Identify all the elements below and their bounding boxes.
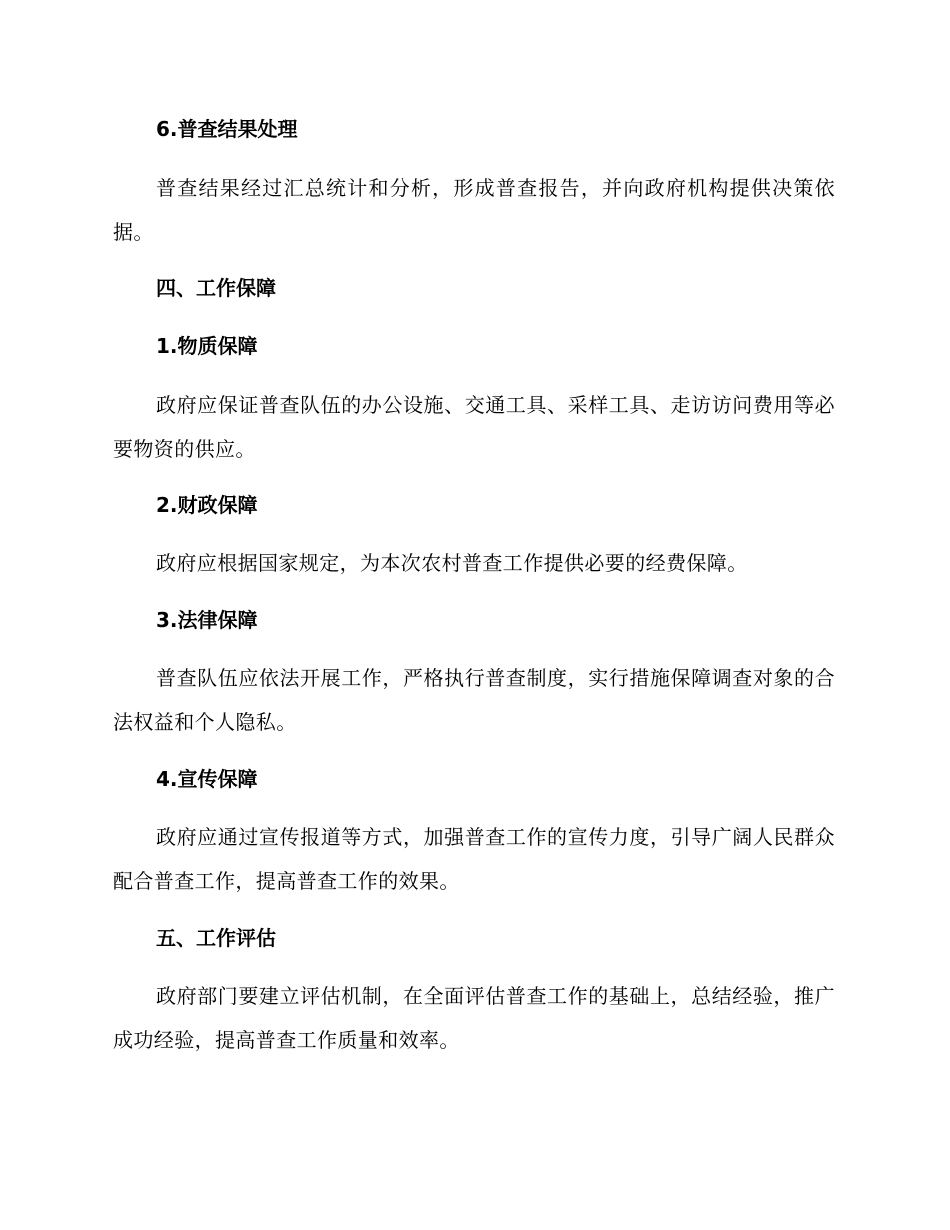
section-heading-work-guarantee: 四、工作保障: [156, 276, 276, 300]
heading-legal-guarantee: 3.法律保障: [156, 608, 258, 632]
paragraph-work-evaluation: 政府部门要建立评估机制，在全面评估普查工作的基础上，总结经验，推广成功经验，提高普查工作质量和效率。: [113, 984, 835, 1052]
paragraph-financial-guarantee: 政府应根据国家规定，为本次农村普查工作提供必要的经费保障。: [156, 551, 748, 575]
section-heading-work-evaluation: 五、工作评估: [156, 926, 276, 950]
paragraph-census-result-processing: 普查结果经过汇总统计和分析，形成普查报告，并向政府机构提供决策依据。: [113, 176, 835, 244]
heading-financial-guarantee: 2.财政保障: [156, 493, 258, 517]
paragraph-material-guarantee: 政府应保证普查队伍的办公设施、交通工具、采样工具、走访访问费用等必要物资的供应。: [113, 393, 835, 461]
heading-publicity-guarantee: 4.宣传保障: [156, 767, 258, 791]
paragraph-legal-guarantee: 普查队伍应依法开展工作，严格执行普查制度，实行措施保障调查对象的合法权益和个人隐私。: [113, 666, 835, 734]
heading-material-guarantee: 1.物质保障: [156, 334, 258, 358]
heading-census-result-processing: 6.普查结果处理: [156, 117, 298, 141]
paragraph-publicity-guarantee: 政府应通过宣传报道等方式，加强普查工作的宣传力度，引导广阔人民群众配合普查工作，提高普查工作的效果。: [113, 825, 835, 893]
